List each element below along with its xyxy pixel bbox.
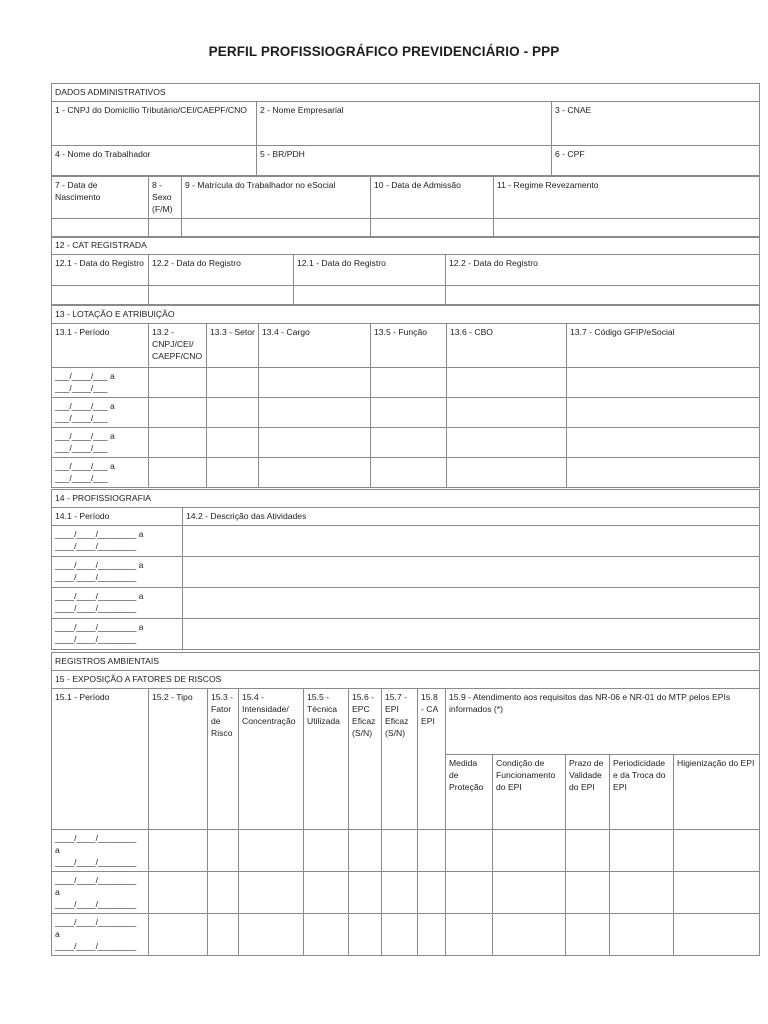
exposicao-cell[interactable]	[610, 872, 674, 914]
cat-registration-date-1-input[interactable]	[52, 286, 149, 305]
exposicao-cell[interactable]	[382, 872, 418, 914]
exposicao-cell[interactable]	[382, 830, 418, 872]
lotacao-position-cell[interactable]	[259, 398, 371, 428]
birth-date-label: 7 - Data de Nascimento	[52, 177, 149, 219]
cat-registration-date-4-label: 12.2 - Data do Registro	[446, 255, 760, 286]
technique-header: 15.5 - Técnica Utilizada	[304, 689, 349, 830]
lotacao-gfip-cell[interactable]	[567, 368, 760, 398]
activities-description-cell[interactable]	[183, 526, 760, 557]
epc-effective-header: 15.6 - EPC Eficaz (S/N)	[349, 689, 382, 830]
exposicao-cell[interactable]	[446, 914, 493, 956]
lotacao-gfip-cell[interactable]	[567, 398, 760, 428]
exposicao-period-header: 15.1 - Período	[52, 689, 149, 830]
risk-type-header: 15.2 - Tipo	[149, 689, 208, 830]
cat-registration-date-2-input[interactable]	[149, 286, 294, 305]
exposicao-cell[interactable]	[493, 914, 566, 956]
lotacao-function-header: 13.5 - Função	[371, 324, 447, 368]
birth-date-input[interactable]	[52, 219, 149, 238]
admission-date-input[interactable]	[371, 219, 494, 238]
lotacao-row	[52, 458, 760, 488]
registros-section-title: REGISTROS AMBIENTAIS	[52, 653, 760, 671]
lotacao-gfip-cell[interactable]	[567, 428, 760, 458]
protection-measure-header: Medida de Proteção	[446, 755, 493, 830]
worker-name-field[interactable]: 4 - Nome do Trabalhador	[52, 146, 257, 176]
exposicao-cell[interactable]	[349, 914, 382, 956]
exposicao-period-cell[interactable]: ____/____/________ a ____/____/________	[52, 914, 149, 956]
exposicao-cell[interactable]	[149, 872, 208, 914]
esocial-registration-label: 9 - Matrícula do Trabalhador no eSocial	[182, 177, 371, 219]
exposicao-row	[52, 830, 760, 872]
lotacao-sector-cell[interactable]	[207, 368, 259, 398]
lotacao-sector-cell[interactable]	[207, 458, 259, 488]
epi-validity-header: Prazo de Validade do EPI	[566, 755, 610, 830]
profissiografia-period-cell[interactable]: ____/____/________ a ____/____/________	[52, 588, 183, 619]
profissiografia-row	[52, 619, 760, 650]
profissiografia-row	[52, 588, 760, 619]
cpf-field[interactable]: 6 - CPF	[552, 146, 760, 176]
risk-factor-header: 15.3 - Fator de Risco	[208, 689, 239, 830]
lotacao-period-cell[interactable]: ___/____/___ a ___/____/___	[52, 458, 149, 488]
exposicao-cell[interactable]	[149, 830, 208, 872]
lotacao-position-cell[interactable]	[259, 428, 371, 458]
br-pdh-field[interactable]: 5 - BR/PDH	[257, 146, 552, 176]
company-name-field[interactable]: 2 - Nome Empresarial	[257, 102, 552, 146]
exposicao-cell[interactable]	[493, 830, 566, 872]
exposicao-cell[interactable]	[304, 914, 349, 956]
lotacao-row	[52, 368, 760, 398]
admission-date-label: 10 - Data de Admissão	[371, 177, 494, 219]
profissiografia-section-title: 14 - PROFISSIOGRAFIA	[52, 490, 760, 508]
esocial-registration-input[interactable]	[182, 219, 371, 238]
ca-epi-header: 15.8 - CA EPI	[418, 689, 446, 830]
exposicao-cell[interactable]	[493, 872, 566, 914]
cat-registration-date-3-label: 12.1 - Data do Registro	[294, 255, 446, 286]
lotacao-cbo-cell[interactable]	[447, 368, 567, 398]
cat-section-title: 12 - CAT REGISTRADA	[52, 237, 760, 255]
lotacao-row	[52, 398, 760, 428]
document-title: PERFIL PROFISSIOGRÁFICO PREVIDENCIÁRIO - PPP	[208, 44, 560, 59]
epi-condition-header: Condição de Funcionamento do EPI	[493, 755, 566, 830]
lotacao-cnpj-cell[interactable]	[149, 368, 207, 398]
lotacao-function-cell[interactable]	[371, 458, 447, 488]
lotacao-cnpj-header: 13.2 - CNPJ/CEI/ CAEPF/CNO	[149, 324, 207, 368]
exposicao-cell[interactable]	[610, 914, 674, 956]
lotacao-period-cell[interactable]: ___/____/___ a ___/____/___	[52, 398, 149, 428]
cat-registration-date-1-label: 12.1 - Data do Registro	[52, 255, 149, 286]
lotacao-section-title: 13 - LOTAÇÃO E ATRIBUIÇÃO	[52, 306, 760, 324]
exposicao-cell[interactable]	[208, 914, 239, 956]
activities-description-cell[interactable]	[183, 557, 760, 588]
epi-hygiene-header: Higienização do EPI	[674, 755, 760, 830]
cat-registration-date-3-input[interactable]	[294, 286, 446, 305]
lotacao-position-cell[interactable]	[259, 368, 371, 398]
exposicao-cell[interactable]	[418, 830, 446, 872]
lotacao-function-cell[interactable]	[371, 368, 447, 398]
cnae-field[interactable]: 3 - CNAE	[552, 102, 760, 146]
exposicao-cell[interactable]	[208, 830, 239, 872]
lotacao-section	[51, 305, 759, 488]
exposicao-cell[interactable]	[566, 872, 610, 914]
lotacao-cnpj-cell[interactable]	[149, 458, 207, 488]
exposicao-cell[interactable]	[149, 914, 208, 956]
exposicao-cell[interactable]	[674, 872, 760, 914]
lotacao-period-header: 13.1 - Período	[52, 324, 149, 368]
sex-input[interactable]	[149, 219, 182, 238]
lotacao-cnpj-cell[interactable]	[149, 398, 207, 428]
nr-requirements-header: 15.9 - Atendimento aos requisitos das NR-06 e NR-01 do MTP pelos EPIs informados (*)	[446, 689, 760, 755]
exposicao-cell[interactable]	[349, 830, 382, 872]
lotacao-cbo-cell[interactable]	[447, 458, 567, 488]
exposicao-cell[interactable]	[239, 872, 304, 914]
exposicao-section-title: 15 - EXPOSIÇÃO A FATORES DE RISCOS	[52, 671, 760, 689]
activities-description-cell[interactable]	[183, 588, 760, 619]
cat-registration-date-2-label: 12.2 - Data do Registro	[149, 255, 294, 286]
shift-regime-label: 11 - Regime Revezamento	[494, 177, 760, 219]
exposicao-cell[interactable]	[566, 830, 610, 872]
exposicao-row	[52, 914, 760, 956]
admin-section	[51, 83, 759, 238]
lotacao-gfip-header: 13.7 - Código GFIP/eSocial	[567, 324, 760, 368]
exposicao-cell[interactable]	[304, 830, 349, 872]
sex-label: 8 - Sexo (F/M)	[149, 177, 182, 219]
profissiografia-period-cell[interactable]: ____/____/________ a ____/____/________	[52, 619, 183, 650]
profissiografia-period-cell[interactable]: ____/____/________ a ____/____/________	[52, 526, 183, 557]
shift-regime-input[interactable]	[494, 219, 760, 238]
lotacao-cnpj-cell[interactable]	[149, 428, 207, 458]
lotacao-period-cell[interactable]: ___/____/___ a ___/____/___	[52, 368, 149, 398]
exposicao-cell[interactable]	[239, 914, 304, 956]
exposicao-cell[interactable]	[674, 830, 760, 872]
lotacao-position-header: 13.4 - Cargo	[259, 324, 371, 368]
lotacao-function-cell[interactable]	[371, 398, 447, 428]
profissiografia-section	[51, 489, 759, 650]
exposicao-cell[interactable]	[349, 872, 382, 914]
exposicao-cell[interactable]	[418, 914, 446, 956]
lotacao-sector-cell[interactable]	[207, 428, 259, 458]
exposicao-cell[interactable]	[418, 872, 446, 914]
exposicao-row	[52, 872, 760, 914]
cat-registration-date-4-input[interactable]	[446, 286, 760, 305]
exposicao-cell[interactable]	[674, 914, 760, 956]
lotacao-sector-header: 13.3 - Setor	[207, 324, 259, 368]
profissiografia-row	[52, 557, 760, 588]
activities-description-cell[interactable]	[183, 619, 760, 650]
exposicao-section	[51, 652, 759, 956]
profissiografia-row	[52, 526, 760, 557]
lotacao-period-cell[interactable]: ___/____/___ a ___/____/___	[52, 428, 149, 458]
exposicao-cell[interactable]	[382, 914, 418, 956]
exposicao-cell[interactable]	[446, 872, 493, 914]
lotacao-row	[52, 428, 760, 458]
exposicao-cell[interactable]	[239, 830, 304, 872]
cat-section	[51, 236, 759, 305]
exposicao-period-cell[interactable]: ____/____/________ a ____/____/________	[52, 830, 149, 872]
lotacao-cbo-cell[interactable]	[447, 398, 567, 428]
lotacao-position-cell[interactable]	[259, 458, 371, 488]
admin-section-title: DADOS ADMINISTRATIVOS	[52, 84, 760, 102]
intensity-header: 15.4 - Intensidade/ Concentração	[239, 689, 304, 830]
exposicao-cell[interactable]	[610, 830, 674, 872]
lotacao-cbo-header: 13.6 - CBO	[447, 324, 567, 368]
lotacao-gfip-cell[interactable]	[567, 458, 760, 488]
activities-description-header: 14.2 - Descrição das Atividades	[183, 508, 760, 526]
lotacao-cbo-cell[interactable]	[447, 428, 567, 458]
cnpj-field[interactable]: 1 - CNPJ do Domicílio Tributário/CEI/CAEPF/CNO	[52, 102, 257, 146]
epi-replacement-header: Periodicidade e da Troca do EPI	[610, 755, 674, 830]
profissiografia-period-cell[interactable]: ____/____/________ a ____/____/________	[52, 557, 183, 588]
profissiografia-period-header: 14.1 - Período	[52, 508, 183, 526]
exposicao-cell[interactable]	[208, 872, 239, 914]
exposicao-period-cell[interactable]: ____/____/________ a ____/____/________	[52, 872, 149, 914]
exposicao-cell[interactable]	[446, 830, 493, 872]
epi-effective-header: 15.7 - EPI Eficaz (S/N)	[382, 689, 418, 830]
exposicao-cell[interactable]	[304, 872, 349, 914]
lotacao-function-cell[interactable]	[371, 428, 447, 458]
exposicao-cell[interactable]	[566, 914, 610, 956]
lotacao-sector-cell[interactable]	[207, 398, 259, 428]
